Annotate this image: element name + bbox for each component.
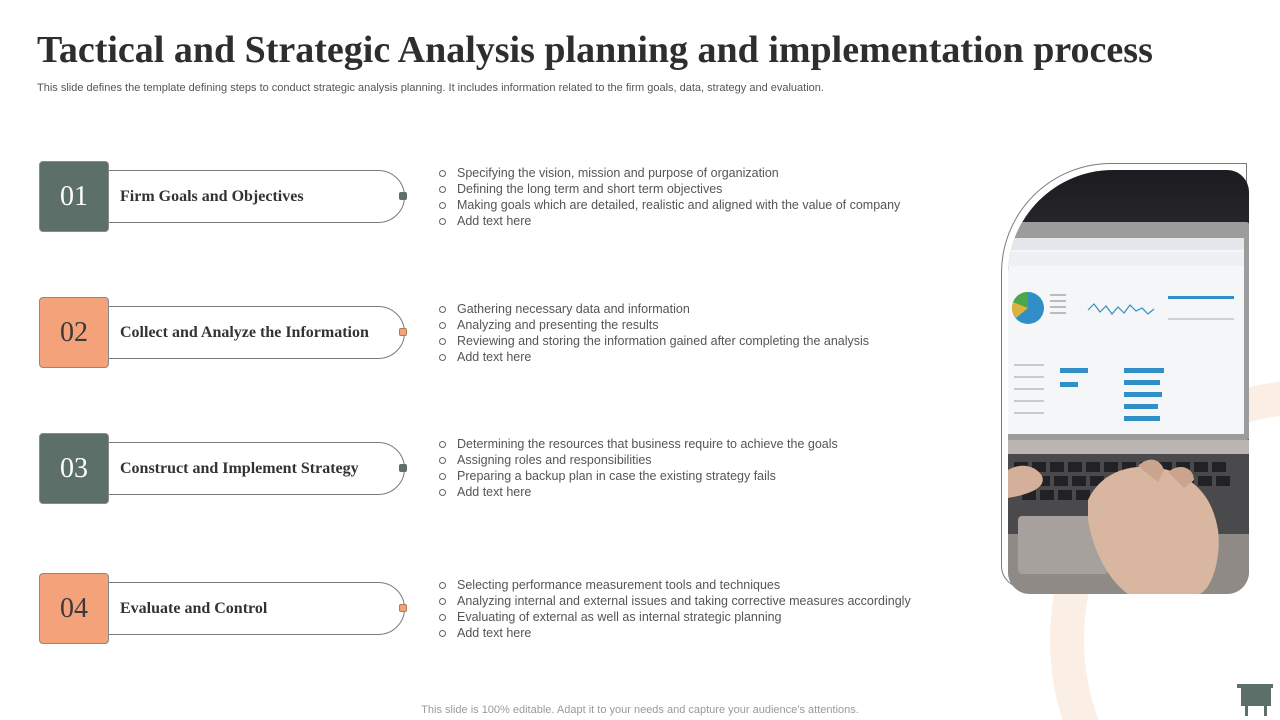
bullet-item: Analyzing internal and external issues and taking corrective measures accordingly (438, 593, 978, 609)
connector-dot (399, 192, 407, 200)
connector-dot (399, 604, 407, 612)
bullet-item: Add text here (438, 349, 978, 365)
presentation-board-icon (1235, 682, 1275, 716)
bullet-item: Making goals which are detailed, realistic and aligned with the value of company (438, 197, 978, 213)
bullet-item: Determining the resources that business require to achieve the goals (438, 436, 978, 452)
slide-title: Tactical and Strategic Analysis planning and implementation process (37, 29, 1153, 71)
connector-dot (399, 328, 407, 336)
bullet-item: Defining the long term and short term objectives (438, 181, 978, 197)
bullet-item: Preparing a backup plan in case the existing strategy fails (438, 468, 978, 484)
slide-subtitle: This slide defines the template defining steps to conduct strategic analysis planning. It includes information related to the firm goals, data, strategy and evaluation. (37, 82, 824, 94)
bullet-item: Gathering necessary data and information (438, 301, 978, 317)
step-03-bullets (438, 436, 978, 500)
bullet-item: Reviewing and storing the information gained after completing the analysis (438, 333, 978, 349)
slide-footer: This slide is 100% editable. Adapt it to your needs and capture your audience’s attentions. (421, 704, 859, 716)
bullet-item: Add text here (438, 213, 978, 229)
bullet-item: Analyzing and presenting the results (438, 317, 978, 333)
step-number-badge: 01 (39, 161, 109, 232)
step-02 (39, 297, 411, 368)
laptop-analytics-photo (1008, 170, 1249, 594)
step-number-badge: 03 (39, 433, 109, 504)
step-01-bullets (438, 165, 978, 229)
bullet-item: Add text here (438, 484, 978, 500)
bullet-item: Assigning roles and responsibilities (438, 452, 978, 468)
step-label: Evaluate and Control (120, 599, 268, 617)
step-label: Firm Goals and Objectives (120, 187, 304, 205)
bullet-item: Specifying the vision, mission and purpose of organization (438, 165, 978, 181)
bullet-item: Evaluating of external as well as internal strategic planning (438, 609, 978, 625)
step-02-bullets (438, 301, 978, 365)
step-label: Construct and Implement Strategy (120, 459, 359, 477)
step-number-badge: 02 (39, 297, 109, 368)
step-04-bullets (438, 577, 978, 641)
bullet-item: Selecting performance measurement tools and techniques (438, 577, 978, 593)
step-03 (39, 433, 411, 504)
step-04 (39, 573, 411, 644)
bullet-item: Add text here (438, 625, 978, 641)
step-label: Collect and Analyze the Information (120, 323, 369, 341)
step-01 (39, 161, 411, 232)
laptop-illustration (1008, 170, 1249, 594)
step-number-badge: 04 (39, 573, 109, 644)
connector-dot (399, 464, 407, 472)
